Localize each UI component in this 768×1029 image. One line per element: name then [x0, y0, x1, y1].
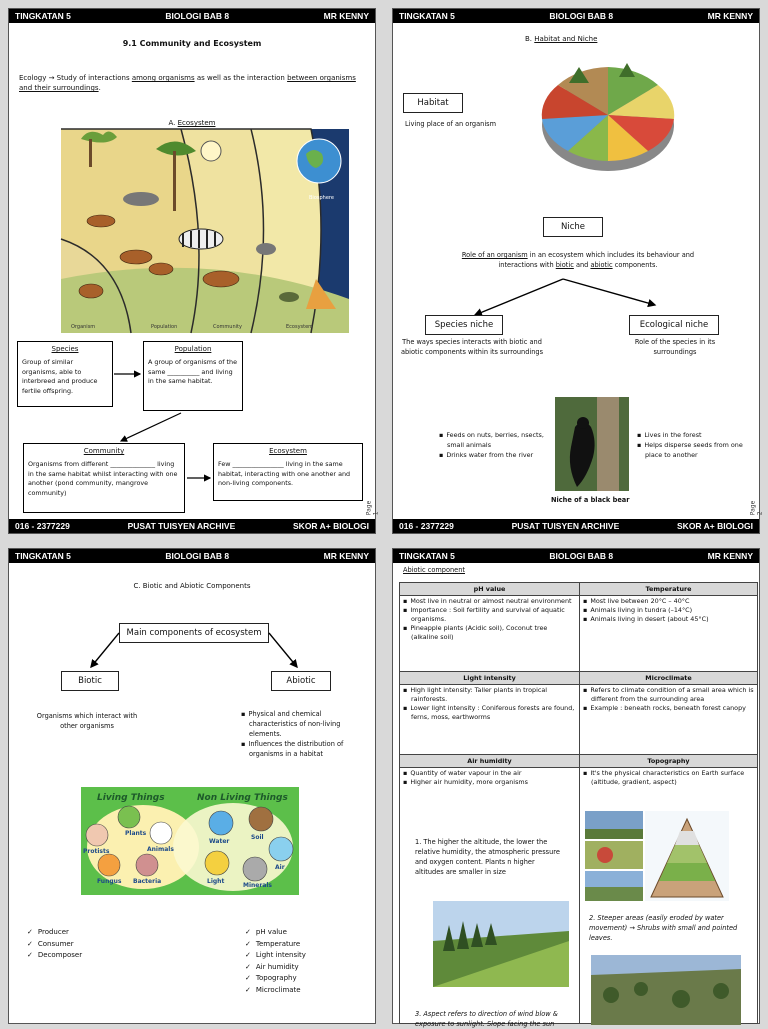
page-1 [8, 8, 380, 534]
microclimate-cell: ▪ Refers to climate condition of a small area which is different from the surrounding area ▪ Example : beneath rocks, beneath forest canopy [580, 685, 758, 755]
air-humidity-cell: ▪ Quantity of water vapour in the air ▪ Higher air humidity, more organisms [400, 768, 580, 1024]
bear-caption: Niche of a black bear [551, 496, 630, 504]
shrubs-photo [591, 955, 741, 1025]
page-number: Page 2 [749, 500, 764, 516]
chart-item-air: Air [275, 864, 285, 871]
list-item: ✓ Temperature [245, 939, 306, 951]
fig-label-organism: Organism [71, 324, 96, 330]
bear-right-list [637, 430, 757, 460]
ph-header: pH value [400, 583, 580, 596]
chart-item-protists: Protists [83, 848, 110, 855]
mountain-diagram [645, 811, 729, 901]
altitude-point: 1. The higher the altitude, the lower the relative humidity, the atmospheric pressure and oxygen content. Plants n higher altitudes are smaller in size [415, 838, 560, 876]
biotic-definition: Organisms which interact with other organisms [36, 712, 138, 730]
temperature-cell: ▪ Most live between 20°C – 40°C ▪ Animals living in tundra (–14°C) ▪ Animals living in desert (about 45°C) [580, 596, 758, 672]
section-c-title: C. Biotic and Abiotic Components [133, 582, 251, 590]
living-nonliving-chart [81, 787, 299, 895]
abiotic-list [245, 927, 306, 996]
abiotic-component-title: Abiotic component [403, 566, 466, 574]
altitude-photos [585, 811, 643, 901]
chart-item-animals: Animals [147, 846, 174, 853]
ecological-niche-label: Ecological niche [629, 315, 719, 335]
page-footer: 016 - 2377229 PUSAT TUISYEN ARCHIVE SKOR A+ BIOLOGI [393, 519, 759, 533]
steeper-areas-point: 2. Steeper areas (easily eroded by water movement) → Shrubs with small and pointed leaves. [589, 914, 738, 942]
ph-cell: ▪ Most live in neutral or almost neutral environment ▪ Importance : Soil fertility and survival of aquatic organisms. ▪ Pineapple plants (Acidic soil), Coconut tree (alkaline soil) [400, 596, 580, 672]
page-header: TINGKATAN 5 BIOLOGI BAB 8 MR KENNY [9, 549, 375, 563]
fig-label-biosphere: Biosphere [309, 195, 334, 201]
chart-item-light: Light [207, 878, 225, 885]
chart-item-plants: Plants [125, 830, 147, 837]
page-header: TINGKATAN 5 BIOLOGI BAB 8 MR KENNY [393, 9, 759, 23]
light-intensity-header: Light intensity [400, 672, 580, 685]
ecological-niche-definition: Role of the species in its surroundings [634, 338, 716, 356]
species-box: Species Group of similar organisms, able to interbreed and produce fertile offspring. [17, 341, 113, 407]
page-2 [392, 8, 764, 534]
list-item: ✓ pH value [245, 927, 306, 939]
aspect-point: 3. Aspect refers to direction of wind blow & exposure to sunlight. Slope facing the sun [415, 1010, 558, 1028]
page-3 [8, 548, 376, 1024]
list-item: ▪ Feeds on nuts, berries, nsects, small animals [439, 430, 555, 450]
list-item: ▪ Helps disperse seeds from one place to another [637, 440, 757, 460]
page-header: TINGKATAN 5 BIOLOGI BAB 8 MR KENNY [9, 9, 375, 23]
biotic-list [27, 927, 82, 962]
chart-item-fungus: Fungus [97, 878, 122, 885]
microclimate-header: Microclimate [580, 672, 758, 685]
list-item: ✓ Light intensity [245, 950, 306, 962]
light-intensity-cell: ▪ High light intensity: Taller plants in tropical rainforests. ▪ Lower light intensity : Coniferous forests are found, ferns, moss, earthworms [400, 685, 580, 755]
main-components-box: Main components of ecosystem [119, 623, 269, 643]
page-footer: 016 - 2377229 PUSAT TUISYEN ARCHIVE SKOR A+ BIOLOGI [9, 519, 375, 533]
species-niche-label: Species niche [425, 315, 503, 335]
fig-label-ecosystem: Ecosystem [286, 324, 314, 330]
chart-living-label: Living Things [97, 793, 165, 803]
niche-label: Niche [543, 217, 603, 237]
chart-item-water: Water [209, 838, 230, 845]
fig-label-community: Community [213, 324, 242, 330]
flow-arrows [9, 9, 380, 535]
list-item: ✓ Topography [245, 973, 306, 985]
chart-item-bacteria: Bacteria [133, 878, 162, 885]
page-number: Page 1 [365, 500, 380, 516]
abiotic-points [241, 709, 361, 759]
bear-left-list [439, 430, 555, 460]
ecosystem-box: Ecosystem Few ________________ living in the same habitat, interacting with one another and non-living components. [213, 443, 363, 501]
page-title: 9.1 Community and Ecosystem [122, 39, 262, 48]
temperature-header: Temperature [580, 583, 758, 596]
list-item: ▪ Lives in the forest [637, 430, 757, 440]
population-box: Population A group of organisms of the same __________ and living in the same habitat. [143, 341, 243, 411]
niche-definition: Role of an organism in an ecosystem which includes its behaviour and interactions with biotic and abiotic components. [461, 251, 695, 269]
slope-forest-photo [433, 901, 569, 987]
species-niche-definition: The ways species interacts with biotic and abiotic components within its surroundings [400, 338, 544, 356]
chart-item-soil: Soil [251, 834, 264, 841]
fig-label-population: Population [151, 324, 178, 330]
list-item: ✓ Decomposer [27, 950, 82, 962]
page-header: TINGKATAN 5 BIOLOGI BAB 8 MR KENNY [393, 549, 759, 563]
chart-nonliving-label: Non Living Things [197, 793, 288, 803]
ecology-definition: Ecology → Study of interactions among organisms as well as the interaction between organisms and their surroundings. [19, 74, 356, 92]
biotic-label: Biotic [61, 671, 119, 691]
chart-item-minerals: Minerals [243, 882, 273, 889]
topography-cell: ▪ It's the physical characteristics on Earth surface (altitude, gradient, aspect) [580, 768, 758, 1024]
section-b-title: B. Habitat and Niche [525, 35, 598, 43]
list-item: ✓ Microclimate [245, 985, 306, 997]
air-humidity-header: Air humidity [400, 755, 580, 768]
list-item: ✓ Consumer [27, 939, 82, 951]
page-4 [392, 548, 760, 1028]
list-item: ▪ Physical and chemical characteristics of non-living elements. [241, 709, 361, 739]
list-item: ✓ Air humidity [245, 962, 306, 974]
section-a-title: A. Ecosystem [168, 119, 216, 127]
list-item: ✓ Producer [27, 927, 82, 939]
habitat-definition: Living place of an organism [405, 120, 497, 128]
list-item: ▪ Influences the distribution of organisms in a habitat [241, 739, 361, 759]
topography-header: Topography [580, 755, 758, 768]
habitat-label: Habitat [403, 93, 463, 113]
community-box: Community Organisms from different ______________ living in the same habitat whilst interacting with one another (pond community, mangrove community) [23, 443, 185, 513]
list-item: ▪ Drinks water from the river [439, 450, 555, 460]
abiotic-label: Abiotic [271, 671, 331, 691]
black-bear-photo [555, 397, 629, 491]
